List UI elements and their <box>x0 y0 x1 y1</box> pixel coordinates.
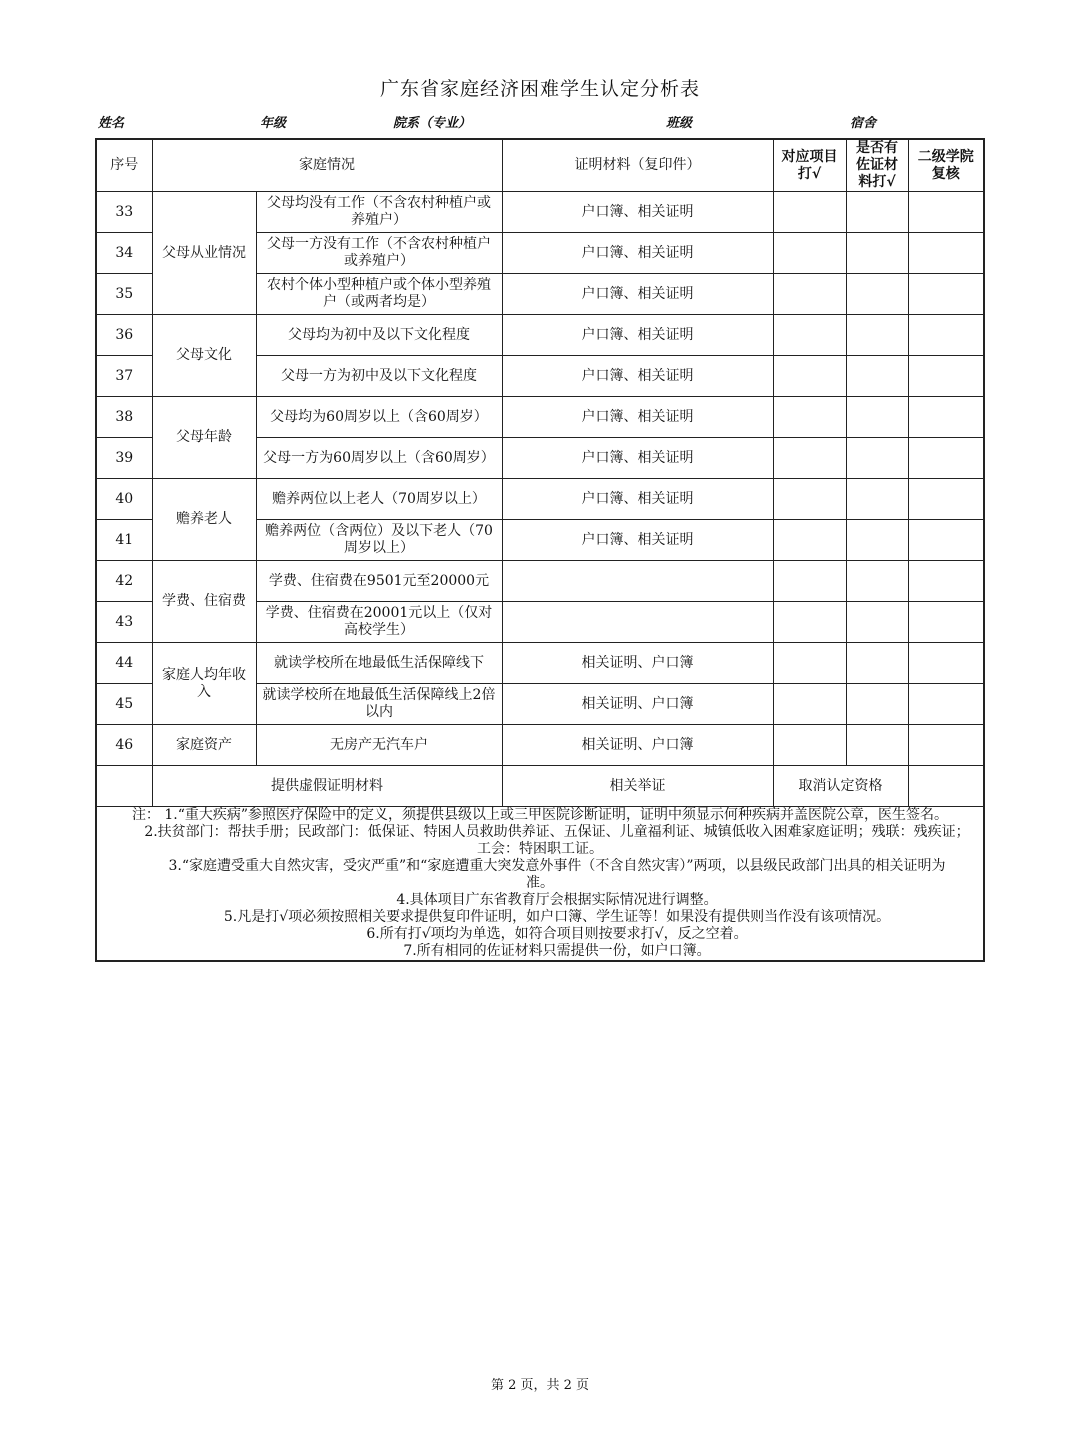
row-number: 34 <box>96 233 152 274</box>
review-cell[interactable] <box>908 602 984 643</box>
row-number: 35 <box>96 274 152 315</box>
row-proof: 户口簿、相关证明 <box>502 315 773 356</box>
review-cell[interactable] <box>908 192 984 233</box>
row-item: 赡养两位（含两位）及以下老人（70周岁以上） <box>256 520 502 561</box>
row-proof: 相关证明、户口簿 <box>502 725 773 766</box>
false-material-proof: 相关举证 <box>502 766 773 807</box>
col-dept-check: 对应项目打√ <box>773 139 846 192</box>
evidence-check-cell[interactable] <box>846 356 908 397</box>
row-item: 学费、住宿费在20001元以上（仅对高校学生） <box>256 602 502 643</box>
evidence-check-cell[interactable] <box>846 479 908 520</box>
col-review: 二级学院复核 <box>908 139 984 192</box>
col-evidence-check: 是否有佐证材料打√ <box>846 139 908 192</box>
row-number: 44 <box>96 643 152 684</box>
group-label: 家庭人均年收入 <box>152 643 256 725</box>
dept-check-cell[interactable] <box>773 397 846 438</box>
row-proof: 相关证明、户口簿 <box>502 684 773 725</box>
review-cell[interactable] <box>908 561 984 602</box>
row-item: 父母均为初中及以下文化程度 <box>256 315 502 356</box>
review-cell[interactable] <box>908 643 984 684</box>
row-proof: 户口簿、相关证明 <box>502 192 773 233</box>
dept-check-cell[interactable] <box>773 725 846 766</box>
note-line: 工会：特困职工证。 <box>477 841 603 857</box>
dept-check-cell[interactable] <box>773 684 846 725</box>
notes-row <box>96 807 984 962</box>
row-item: 父母一方没有工作（不含农村种植户或养殖户） <box>256 233 502 274</box>
row-item: 父母均为60周岁以上（含60周岁） <box>256 397 502 438</box>
group-label: 父母从业情况 <box>152 192 256 315</box>
false-material-item: 提供虚假证明材料 <box>152 766 502 807</box>
group-label: 家庭资产 <box>152 725 256 766</box>
group-label: 父母年龄 <box>152 397 256 479</box>
evidence-check-cell[interactable] <box>846 602 908 643</box>
table-row <box>96 397 984 438</box>
notes-cell <box>96 807 984 962</box>
table-row <box>96 192 984 233</box>
false-material-row <box>96 766 984 807</box>
name-label: 姓名 <box>98 116 125 131</box>
group-label: 父母文化 <box>152 315 256 397</box>
row-proof: 相关证明、户口簿 <box>502 643 773 684</box>
row-proof: 户口簿、相关证明 <box>502 397 773 438</box>
note-line: 2.扶贫部门：帮扶手册；民政部门：低保证、特困人员救助供养证、五保证、儿童福利证、城镇低收入困难家庭证明；残联：残疾证； <box>144 824 970 840</box>
note-line: 4.具体项目广东省教育厅会根据实际情况进行调整。 <box>396 892 718 908</box>
review-cell[interactable] <box>908 438 984 479</box>
evidence-check-cell[interactable] <box>846 643 908 684</box>
row-proof: 户口簿、相关证明 <box>502 233 773 274</box>
evidence-check-cell[interactable] <box>846 397 908 438</box>
evidence-check-cell[interactable] <box>846 561 908 602</box>
group-label: 学费、住宿费 <box>152 561 256 643</box>
evidence-check-cell[interactable] <box>846 725 908 766</box>
note-line: 6.所有打√项均为单选，如符合项目则按要求打√，反之空着。 <box>366 926 748 942</box>
row-proof: 户口簿、相关证明 <box>502 438 773 479</box>
row-item: 父母均没有工作（不含农村种植户或养殖户） <box>256 192 502 233</box>
review-cell[interactable] <box>908 766 984 807</box>
row-number: 37 <box>96 356 152 397</box>
row-item: 无房产无汽车户 <box>256 725 502 766</box>
row-proof <box>502 602 773 643</box>
row-number: 38 <box>96 397 152 438</box>
review-cell[interactable] <box>908 479 984 520</box>
table-row <box>96 479 984 520</box>
page-title: 广东省家庭经济困难学生认定分析表 <box>379 78 700 100</box>
row-proof: 户口簿、相关证明 <box>502 274 773 315</box>
evidence-check-cell[interactable] <box>846 684 908 725</box>
col-proof: 证明材料（复印件） <box>502 139 773 192</box>
row-number: 36 <box>96 315 152 356</box>
evidence-check-cell[interactable] <box>846 233 908 274</box>
dept-check-cell[interactable] <box>773 233 846 274</box>
row-proof: 户口簿、相关证明 <box>502 356 773 397</box>
row-proof: 户口簿、相关证明 <box>502 520 773 561</box>
dept-check-cell[interactable] <box>773 643 846 684</box>
note-line: 注： 1.“重大疾病”参照医疗保险中的定义，须提供县级以上或三甲医院诊断证明，证明中须显示何种疾病并盖医院公章，医生签名。 <box>131 807 949 823</box>
dept-label: 院系（专业） <box>393 116 472 131</box>
row-number: 40 <box>96 479 152 520</box>
row-number: 39 <box>96 438 152 479</box>
evidence-check-cell[interactable] <box>846 274 908 315</box>
row-item: 学费、住宿费在9501元至20000元 <box>256 561 502 602</box>
note-line: 准。 <box>526 875 554 891</box>
dept-check-cell[interactable] <box>773 479 846 520</box>
evidence-check-cell[interactable] <box>846 192 908 233</box>
review-cell[interactable] <box>908 397 984 438</box>
dept-check-cell[interactable] <box>773 520 846 561</box>
page-footer: 第 2 页，共 2 页 <box>490 1378 590 1393</box>
row-number: 43 <box>96 602 152 643</box>
row-item: 就读学校所在地最低生活保障线下 <box>256 643 502 684</box>
analysis-table <box>95 138 985 962</box>
row-number: 45 <box>96 684 152 725</box>
review-cell[interactable] <box>908 725 984 766</box>
review-cell[interactable] <box>908 684 984 725</box>
dept-check-cell[interactable] <box>773 561 846 602</box>
group-label: 赡养老人 <box>152 479 256 561</box>
table-header-row <box>96 139 984 192</box>
row-number <box>96 766 152 807</box>
review-cell[interactable] <box>908 274 984 315</box>
dept-check-cell[interactable] <box>773 356 846 397</box>
col-seq: 序号 <box>96 139 152 192</box>
row-item: 农村个体小型种植户或个体小型养殖户（或两者均是） <box>256 274 502 315</box>
note-line: 5.凡是打√项必须按照相关要求提供复印件证明，如户口簿、学生证等！如果没有提供则当作没有该项情况。 <box>223 909 891 925</box>
review-cell[interactable] <box>908 233 984 274</box>
dept-check-cell[interactable] <box>773 274 846 315</box>
dept-check-cell[interactable] <box>773 602 846 643</box>
row-number: 46 <box>96 725 152 766</box>
review-cell[interactable] <box>908 315 984 356</box>
dept-check-cell[interactable] <box>773 192 846 233</box>
row-proof <box>502 561 773 602</box>
table-row <box>96 315 984 356</box>
row-proof: 户口簿、相关证明 <box>502 479 773 520</box>
dept-check-cell[interactable] <box>773 315 846 356</box>
review-cell[interactable] <box>908 356 984 397</box>
row-number: 33 <box>96 192 152 233</box>
note-line: 3.“家庭遭受重大自然灾害，受灾严重”和“家庭遭重大突发意外事件（不含自然灾害）”两项，以县级民政部门出具的相关证明为 <box>168 858 946 874</box>
review-cell[interactable] <box>908 520 984 561</box>
evidence-check-cell[interactable] <box>846 520 908 561</box>
row-item: 父母一方为60周岁以上（含60周岁） <box>256 438 502 479</box>
grade-label: 年级 <box>260 116 287 131</box>
row-item: 就读学校所在地最低生活保障线上2倍以内 <box>256 684 502 725</box>
evidence-check-cell[interactable] <box>846 315 908 356</box>
table-row <box>96 725 984 766</box>
row-number: 41 <box>96 520 152 561</box>
table-row <box>96 561 984 602</box>
dorm-label: 宿舍 <box>850 116 877 131</box>
note-line: 7.所有相同的佐证材料只需提供一份，如户口簿。 <box>403 943 711 959</box>
class-label: 班级 <box>666 116 693 131</box>
false-material-result: 取消认定资格 <box>773 766 908 807</box>
col-family: 家庭情况 <box>152 139 502 192</box>
row-item: 父母一方为初中及以下文化程度 <box>256 356 502 397</box>
evidence-check-cell[interactable] <box>846 438 908 479</box>
dept-check-cell[interactable] <box>773 438 846 479</box>
row-item: 赡养两位以上老人（70周岁以上） <box>256 479 502 520</box>
row-number: 42 <box>96 561 152 602</box>
table-row <box>96 643 984 684</box>
